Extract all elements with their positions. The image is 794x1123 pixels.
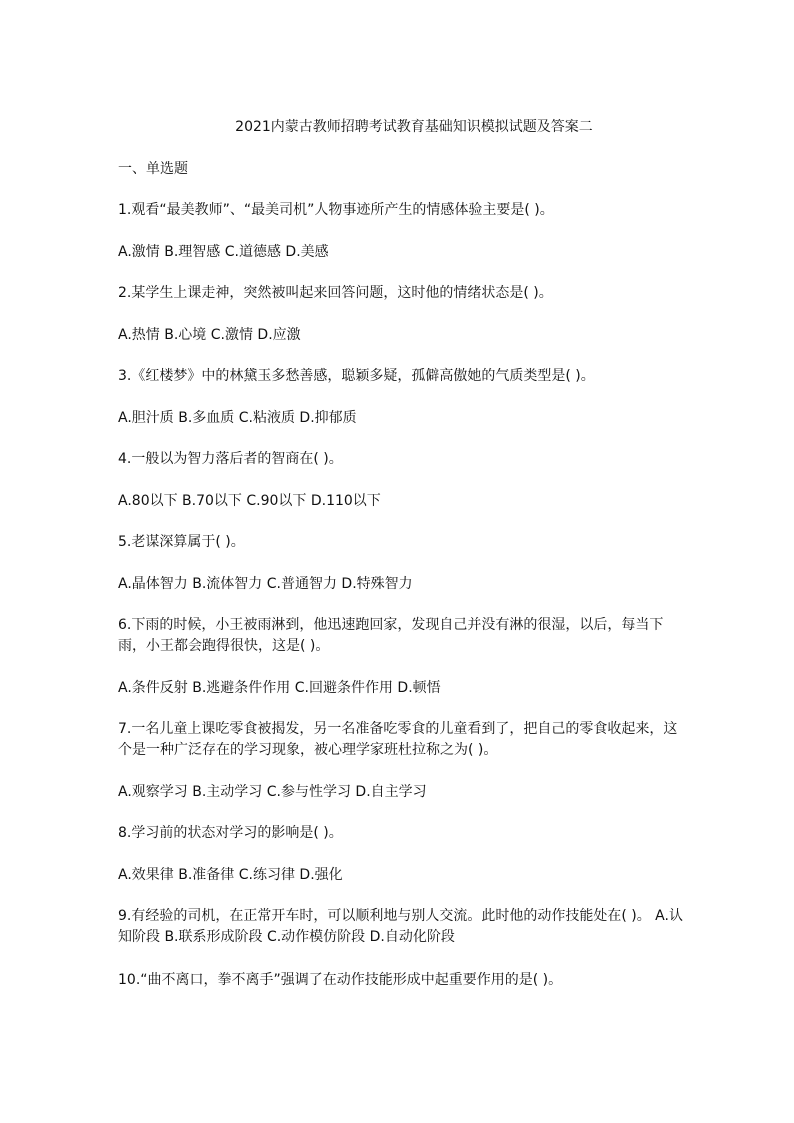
question-options: A.80以下 B.70以下 C.90以下 D.110以下 — [118, 493, 381, 509]
question-text: 9.有经验的司机，在正常开车时，可以顺利地与别人交流。此时他的动作技能处在( )。 A.认知阶段 B.联系形成阶段 C.动作模仿阶段 D.自动化阶段 — [118, 908, 683, 945]
question-6 — [118, 615, 688, 697]
question-1 — [118, 200, 688, 261]
question-text: 2.某学生上课走神，突然被叫起来回答问题，这时他的情绪状态是( )。 — [118, 285, 553, 301]
question-text: 1.观看“最美教师”、“最美司机”人物事迹所产生的情感体验主要是( )。 — [118, 202, 554, 218]
question-text: 10.“曲不离口，拳不离手”强调了在动作技能形成中起重要作用的是( )。 — [118, 972, 563, 988]
question-options: A.效果律 B.准备律 C.练习律 D.强化 — [118, 867, 343, 883]
section-heading: 一、单选题 — [118, 161, 188, 177]
question-options: A.胆汁质 B.多血质 C.粘液质 D.抑郁质 — [118, 410, 357, 426]
question-text: 8.学习前的状态对学习的影响是( )。 — [118, 825, 343, 841]
question-text: 3.《红楼梦》中的林黛玉多愁善感，聪颖多疑，孤僻高傲她的气质类型是( )。 — [118, 368, 595, 384]
question-options: A.热情 B.心境 C.激情 D.应激 — [118, 327, 301, 343]
question-4 — [118, 449, 688, 510]
question-2 — [118, 283, 688, 344]
question-7 — [118, 719, 688, 801]
question-8 — [118, 823, 688, 884]
question-text: 5.老谋深算属于( )。 — [118, 534, 245, 550]
document-page — [118, 118, 688, 1013]
question-options: A.条件反射 B.逃避条件作用 C.回避条件作用 D.顿悟 — [118, 680, 441, 696]
question-9 — [118, 906, 688, 948]
question-5 — [118, 532, 688, 593]
question-text: 6.下雨的时候，小王被雨淋到，他迅速跑回家，发现自己并没有淋的很湿，以后，每当下雨，小王都会跑得很快，这是( )。 — [118, 617, 664, 654]
question-options: A.晶体智力 B.流体智力 C.普通智力 D.特殊智力 — [118, 576, 413, 592]
question-text: 7.一名儿童上课吃零食被揭发，另一名准备吃零食的儿童看到了，把自己的零食收起来，这个是一种广泛存在的学习现象，被心理学家班杜拉称之为( )。 — [118, 721, 678, 758]
question-10 — [118, 970, 688, 991]
question-options: A.观察学习 B.主动学习 C.参与性学习 D.自主学习 — [118, 784, 427, 800]
question-3 — [118, 366, 688, 427]
question-text: 4.一般以为智力落后者的智商在( )。 — [118, 451, 343, 467]
question-options: A.激情 B.理智感 C.道德感 D.美感 — [118, 244, 329, 260]
document-title: 2021内蒙古教师招聘考试教育基础知识模拟试题及答案二 — [235, 119, 593, 135]
